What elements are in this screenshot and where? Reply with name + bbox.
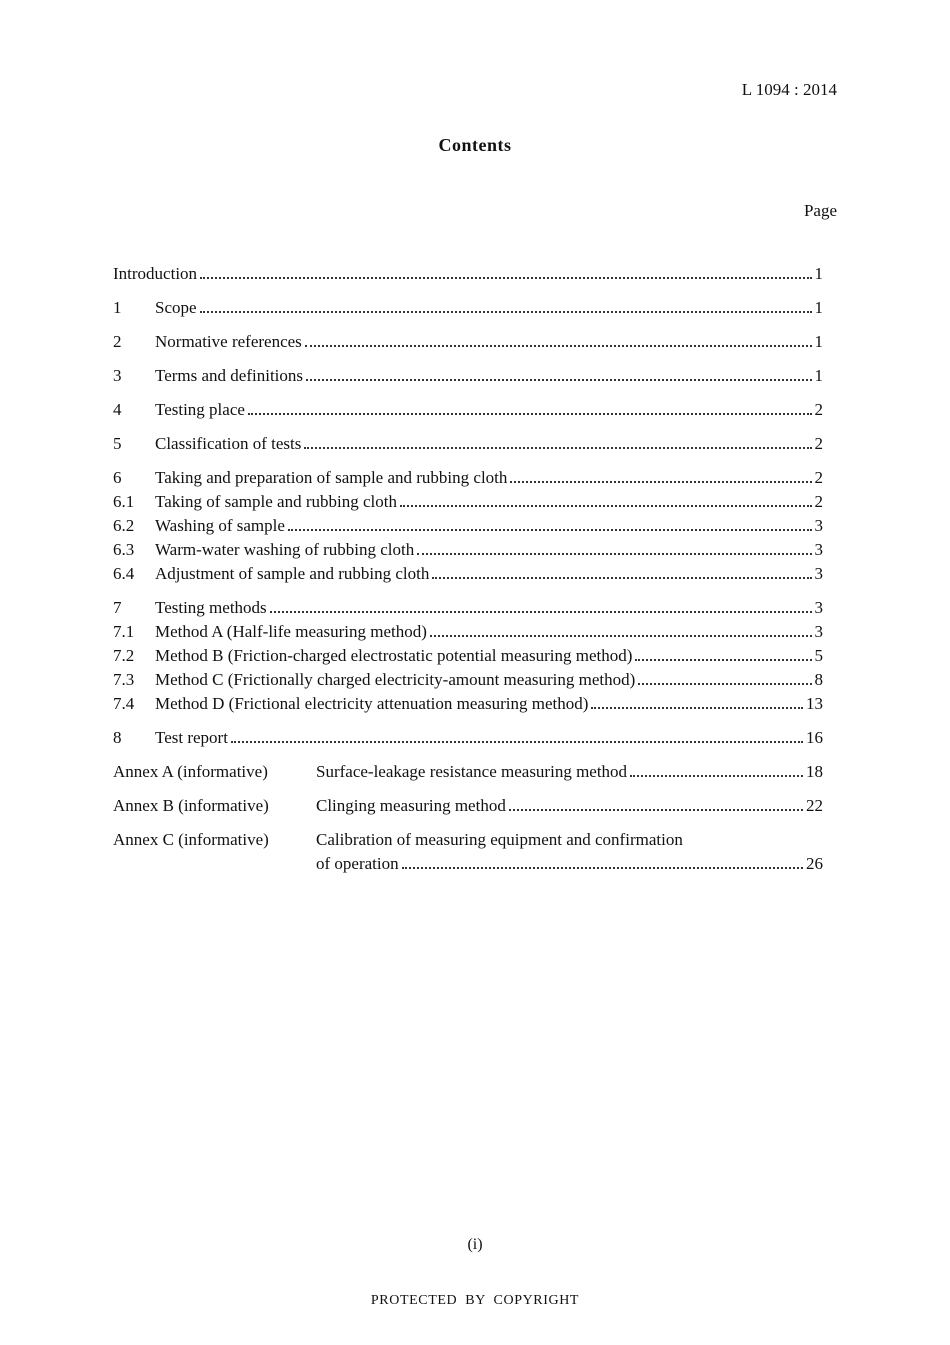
toc-entry-7-2[interactable] — [113, 644, 823, 668]
toc-entry-6[interactable] — [113, 466, 823, 490]
toc-title-line2: of operation — [316, 854, 399, 873]
toc-page: 2 — [814, 434, 823, 453]
toc-page: 1 — [814, 366, 823, 385]
toc-entry-annex-c-continued[interactable] — [113, 852, 823, 876]
toc-title: Clinging measuring method — [316, 796, 506, 815]
toc-page: 16 — [806, 728, 823, 747]
dot-leader — [630, 760, 803, 784]
document-code: L 1094 : 2014 — [741, 80, 837, 99]
toc-entry-6-4[interactable] — [113, 562, 823, 586]
toc-entry-5[interactable] — [113, 432, 823, 456]
dot-leader — [591, 692, 803, 716]
toc-entry-4[interactable] — [113, 398, 823, 422]
annex-label: Annex C (informative) — [113, 830, 269, 849]
toc-page: 26 — [806, 854, 823, 873]
toc-entry-annex-c[interactable] — [113, 828, 823, 852]
annex-label: Annex B (informative) — [113, 796, 269, 815]
toc-title: Warm-water washing of rubbing cloth — [155, 540, 415, 559]
toc-number: 6.1 — [113, 492, 135, 511]
dot-leader — [402, 852, 803, 876]
toc-title: Normative references — [155, 332, 302, 351]
toc-title: Taking and preparation of sample and rubbing cloth — [155, 468, 508, 487]
copyright-notice: PROTECTED BY COPYRIGHT — [370, 1293, 580, 1308]
toc-number: 7.4 — [113, 694, 135, 713]
toc-page: 3 — [814, 540, 823, 559]
toc-entry-7-4[interactable] — [113, 692, 823, 716]
toc-page: 2 — [814, 492, 823, 511]
dot-leader — [400, 490, 812, 514]
dot-leader — [248, 398, 812, 422]
dot-leader — [417, 538, 811, 562]
toc-entry-6-2[interactable] — [113, 514, 823, 538]
dot-leader — [304, 432, 811, 456]
toc-page: 2 — [814, 468, 823, 487]
dot-leader — [430, 620, 812, 644]
page-column-heading: Page — [803, 201, 837, 220]
toc-title: Taking of sample and rubbing cloth — [155, 492, 397, 511]
toc-title: Terms and definitions — [155, 366, 304, 385]
table-of-contents — [113, 262, 823, 876]
dot-leader — [231, 726, 803, 750]
toc-entry-8[interactable] — [113, 726, 823, 750]
toc-title: Method C (Frictionally charged electricity-amount measuring method) — [155, 670, 636, 689]
toc-entry-6-1[interactable] — [113, 490, 823, 514]
toc-title: Surface-leakage resistance measuring method — [316, 762, 628, 781]
toc-number: 3 — [113, 366, 122, 385]
dot-leader — [635, 644, 811, 668]
toc-number: 6.4 — [113, 564, 135, 583]
toc-entry-1[interactable] — [113, 296, 823, 320]
dot-leader — [510, 466, 811, 490]
toc-title-line1: Calibration of measuring equipment and confirmation — [316, 830, 683, 849]
toc-number: 6.3 — [113, 540, 135, 559]
toc-entry-3[interactable] — [113, 364, 823, 388]
dot-leader — [200, 296, 812, 320]
toc-entry-introduction[interactable] — [113, 262, 823, 286]
toc-title: Testing place — [155, 400, 245, 419]
toc-title: Testing methods — [155, 598, 267, 617]
toc-entry-7-1[interactable] — [113, 620, 823, 644]
toc-page: 8 — [814, 670, 823, 689]
dot-leader — [306, 364, 811, 388]
toc-page: 5 — [814, 646, 823, 665]
toc-title: Test report — [155, 728, 228, 747]
toc-page: 3 — [814, 622, 823, 641]
toc-page: 3 — [814, 516, 823, 535]
toc-number: 4 — [113, 400, 122, 419]
toc-number: 7.3 — [113, 670, 135, 689]
toc-page: 1 — [814, 264, 823, 283]
dot-leader — [305, 330, 812, 354]
toc-number: 1 — [113, 298, 122, 317]
toc-title: Method D (Frictional electricity attenuation measuring method) — [155, 694, 589, 713]
toc-number: 2 — [113, 332, 122, 351]
toc-title: Scope — [155, 298, 197, 317]
toc-number: 8 — [113, 728, 122, 747]
toc-entry-7[interactable] — [113, 596, 823, 620]
toc-number: 6.2 — [113, 516, 135, 535]
dot-leader — [200, 262, 811, 286]
toc-title: Adjustment of sample and rubbing cloth — [155, 564, 430, 583]
toc-number: 7 — [113, 598, 122, 617]
dot-leader — [638, 668, 811, 692]
dot-leader — [288, 514, 812, 538]
toc-number: 7.2 — [113, 646, 135, 665]
toc-page: 13 — [806, 694, 823, 713]
toc-title: Washing of sample — [155, 516, 285, 535]
toc-page: 2 — [814, 400, 823, 419]
toc-entry-6-3[interactable] — [113, 538, 823, 562]
toc-title: Classification of tests — [155, 434, 302, 453]
toc-page: 3 — [814, 564, 823, 583]
toc-number: 5 — [113, 434, 122, 453]
toc-page: 22 — [806, 796, 823, 815]
dot-leader — [432, 562, 811, 586]
toc-page: 1 — [814, 298, 823, 317]
contents-title: Contents — [438, 135, 512, 155]
toc-title: Introduction — [113, 264, 198, 283]
dot-leader — [270, 596, 812, 620]
toc-title: Method A (Half-life measuring method) — [155, 622, 427, 641]
toc-page: 18 — [806, 762, 823, 781]
toc-entry-7-3[interactable] — [113, 668, 823, 692]
toc-title: Method B (Friction-charged electrostatic potential measuring method) — [155, 646, 633, 665]
toc-page: 1 — [814, 332, 823, 351]
toc-entry-2[interactable] — [113, 330, 823, 354]
toc-entry-annex-b[interactable] — [113, 794, 823, 818]
page-folio: (i) — [467, 1236, 483, 1253]
toc-entry-annex-a[interactable] — [113, 760, 823, 784]
toc-number: 7.1 — [113, 622, 135, 641]
dot-leader — [509, 794, 803, 818]
toc-number: 6 — [113, 468, 122, 487]
toc-page: 3 — [814, 598, 823, 617]
annex-label: Annex A (informative) — [113, 762, 268, 781]
